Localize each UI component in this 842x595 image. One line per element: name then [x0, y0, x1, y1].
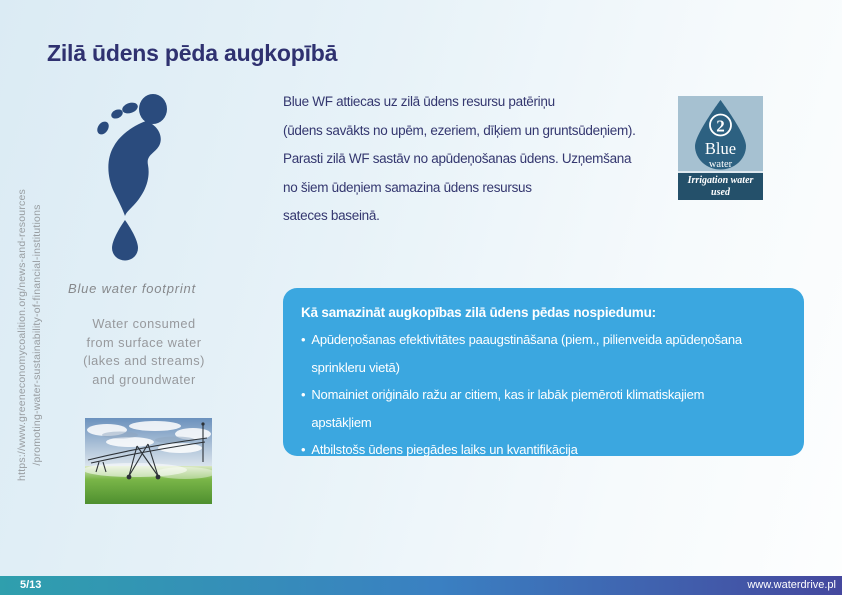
footprint-caption: Blue water footprint — [67, 281, 196, 296]
footprint-description-line: (lakes and streams) — [83, 353, 205, 368]
tip-text: Apūdeņošanas efektivitātes paaugstināšana (piem., pilienveida apūdeņošana — [311, 332, 742, 347]
intro-line: sateces baseinā. — [283, 208, 380, 223]
intro-line: Parasti zilā WF sastāv no apūdeņošanas ūdens. Uzņemšana — [283, 151, 632, 166]
tip-item — [301, 436, 786, 464]
irrigation-photo — [85, 418, 212, 504]
tip-item — [301, 326, 786, 381]
bullet-icon: • — [301, 387, 306, 402]
intro-line: Blue WF attiecas uz zilā ūdens resursu patēriņu — [283, 94, 555, 109]
footer-bar — [0, 576, 842, 595]
tips-box — [283, 288, 804, 456]
website-link[interactable]: www.waterdrive.pl — [747, 579, 836, 591]
intro-line: (ūdens savākts no upēm, ezeriem, dīķiem un gruntsūdeņiem). — [283, 122, 636, 138]
intro-line: no šiem ūdeņiem samazina ūdens resursus — [283, 179, 532, 195]
bullet-icon: • — [301, 332, 306, 347]
intro-paragraph — [283, 88, 636, 231]
tip-text: apstākļiem — [311, 414, 372, 430]
footprint-description-line: Water consumed — [92, 316, 196, 331]
tip-item — [301, 381, 786, 436]
page-number: 5/13 — [20, 579, 42, 591]
bullet-icon: • — [301, 442, 306, 457]
badge-name-line2: water — [708, 159, 733, 170]
footprint-description-line: from surface water — [86, 334, 202, 350]
source-url — [15, 165, 47, 505]
badge-top-section — [678, 96, 763, 171]
footprint-description-line: and groundwater — [92, 371, 196, 387]
source-url-line1: https://www.greeneconomycoalition.org/news-and-resources — [16, 189, 28, 481]
footprint-description — [58, 315, 230, 389]
badge-caption-line1: Irrigation water — [687, 175, 754, 186]
blue-water-badge — [678, 96, 763, 200]
water-footprint-icon — [86, 88, 174, 266]
tip-text: Atbilstošs ūdens piegādes laiks un kvantifikācija — [311, 442, 578, 457]
water-drop-icon — [682, 98, 759, 171]
badge-number: 2 — [716, 116, 725, 136]
tips-heading: Kā samazināt augkopības zilā ūdens pēdas nospiedumu: — [301, 305, 656, 320]
badge-name-line1: Blue — [704, 139, 737, 158]
slide-title: Zilā ūdens pēda augkopībā — [47, 40, 338, 66]
tip-text: Nomainiet oriģinālo ražu ar citiem, kas ir labāk piemēroti klimatiskajiem — [311, 387, 705, 402]
source-url-line2: /promoting-water-sustainability-of-financial-institutions — [31, 204, 43, 466]
tip-text: sprinkleru vietā) — [311, 359, 400, 375]
badge-caption — [678, 171, 763, 200]
badge-caption-line2: used — [711, 186, 730, 198]
